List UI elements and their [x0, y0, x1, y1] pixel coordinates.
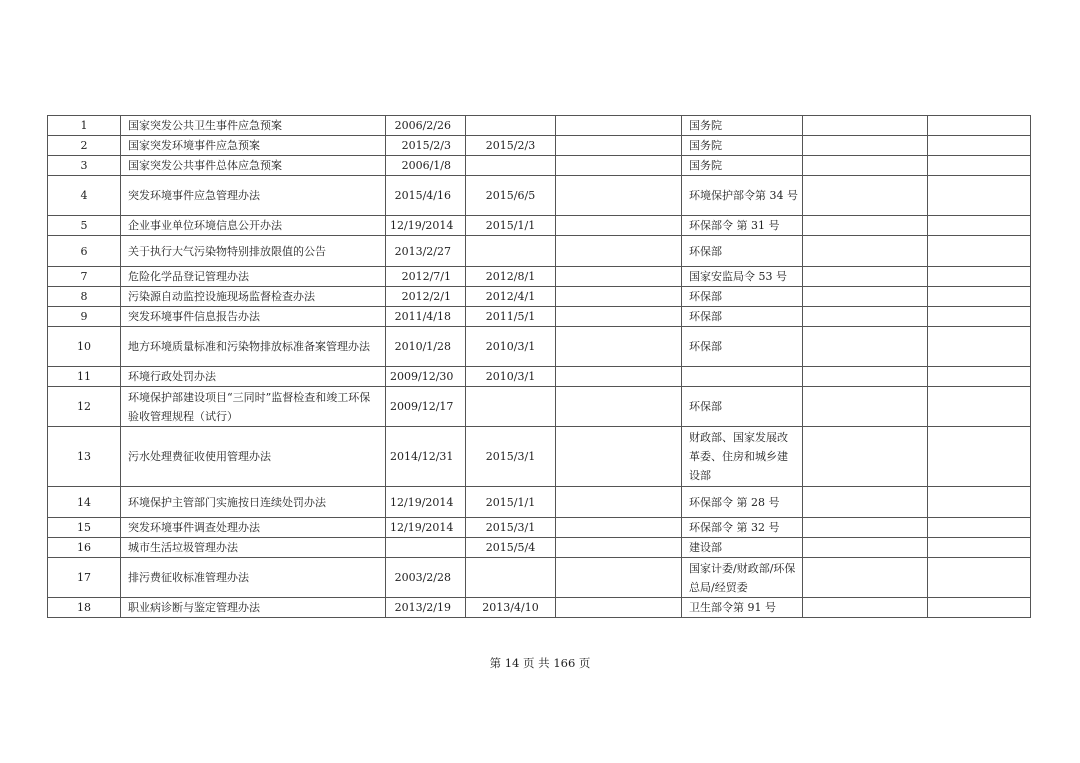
blank-cell: [928, 598, 1031, 618]
blank-cell: [803, 427, 928, 487]
blank-cell: [928, 216, 1031, 236]
issue-date: 2014/12/31: [386, 427, 466, 487]
blank-cell: [928, 327, 1031, 367]
issuing-authority: 建设部: [682, 538, 803, 558]
blank-cell: [556, 236, 682, 267]
effective-date: 2015/1/1: [466, 487, 556, 518]
blank-cell: [803, 327, 928, 367]
issuing-authority: 环保部: [682, 236, 803, 267]
issue-date: 2010/1/28: [386, 327, 466, 367]
table-row: [48, 518, 1031, 538]
table-row: [48, 287, 1031, 307]
effective-date: [466, 156, 556, 176]
table-row: [48, 487, 1031, 518]
row-number: 4: [48, 176, 121, 216]
blank-cell: [803, 267, 928, 287]
issue-date: 12/19/2014: [386, 487, 466, 518]
blank-cell: [556, 176, 682, 216]
regulation-name: 环境保护部建设项目“三同时”监督检查和竣工环保验收管理规程（试行）: [121, 387, 386, 427]
table-row: [48, 176, 1031, 216]
blank-cell: [928, 156, 1031, 176]
issue-date: [386, 538, 466, 558]
table-row: [48, 136, 1031, 156]
effective-date: 2012/8/1: [466, 267, 556, 287]
issue-date: 12/19/2014: [386, 518, 466, 538]
regulations-table: [47, 115, 1031, 618]
table-row: [48, 216, 1031, 236]
blank-cell: [803, 236, 928, 267]
issuing-authority: 环保部令 第 28 号: [682, 487, 803, 518]
table-row: [48, 598, 1031, 618]
table-row: [48, 538, 1031, 558]
issue-date: 2015/4/16: [386, 176, 466, 216]
blank-cell: [928, 367, 1031, 387]
table-row: [48, 327, 1031, 367]
blank-cell: [928, 518, 1031, 538]
blank-cell: [556, 287, 682, 307]
table-row: [48, 427, 1031, 487]
issue-date: 2013/2/19: [386, 598, 466, 618]
issuing-authority: 环保部令 第 31 号: [682, 216, 803, 236]
blank-cell: [928, 487, 1031, 518]
table-row: [48, 367, 1031, 387]
blank-cell: [803, 518, 928, 538]
effective-date: [466, 236, 556, 267]
issue-date: 2012/7/1: [386, 267, 466, 287]
row-number: 7: [48, 267, 121, 287]
row-number: 11: [48, 367, 121, 387]
table-row: [48, 267, 1031, 287]
row-number: 8: [48, 287, 121, 307]
effective-date: 2015/3/1: [466, 518, 556, 538]
issuing-authority: 卫生部令第 91 号: [682, 598, 803, 618]
issue-date: 2006/1/8: [386, 156, 466, 176]
row-number: 16: [48, 538, 121, 558]
blank-cell: [928, 287, 1031, 307]
blank-cell: [803, 598, 928, 618]
regulation-name: 职业病诊断与鉴定管理办法: [121, 598, 386, 618]
row-number: 9: [48, 307, 121, 327]
blank-cell: [556, 518, 682, 538]
blank-cell: [928, 136, 1031, 156]
regulation-name: 突发环境事件信息报告办法: [121, 307, 386, 327]
regulation-name: 突发环境事件应急管理办法: [121, 176, 386, 216]
issuing-authority: 国家计委/财政部/环保总局/经贸委: [682, 558, 803, 598]
table-row: [48, 156, 1031, 176]
regulation-name: 国家突发公共事件总体应急预案: [121, 156, 386, 176]
issuing-authority: 环境保护部令第 34 号: [682, 176, 803, 216]
blank-cell: [556, 307, 682, 327]
table-row: [48, 558, 1031, 598]
table-row: [48, 116, 1031, 136]
blank-cell: [556, 538, 682, 558]
blank-cell: [556, 216, 682, 236]
blank-cell: [556, 136, 682, 156]
blank-cell: [928, 387, 1031, 427]
row-number: 5: [48, 216, 121, 236]
regulation-name: 关于执行大气污染物特别排放限值的公告: [121, 236, 386, 267]
blank-cell: [556, 427, 682, 487]
issuing-authority: 环保部: [682, 387, 803, 427]
blank-cell: [928, 538, 1031, 558]
blank-cell: [928, 236, 1031, 267]
blank-cell: [556, 156, 682, 176]
blank-cell: [803, 307, 928, 327]
issue-date: 2015/2/3: [386, 136, 466, 156]
row-number: 17: [48, 558, 121, 598]
blank-cell: [556, 598, 682, 618]
issuing-authority: 国家安监局令 53 号: [682, 267, 803, 287]
issue-date: 2013/2/27: [386, 236, 466, 267]
row-number: 1: [48, 116, 121, 136]
effective-date: 2015/1/1: [466, 216, 556, 236]
row-number: 2: [48, 136, 121, 156]
effective-date: 2015/6/5: [466, 176, 556, 216]
issuing-authority: 国务院: [682, 156, 803, 176]
blank-cell: [803, 387, 928, 427]
effective-date: [466, 387, 556, 427]
regulation-name: 企业事业单位环境信息公开办法: [121, 216, 386, 236]
blank-cell: [928, 176, 1031, 216]
blank-cell: [928, 427, 1031, 487]
regulation-name: 环境行政处罚办法: [121, 367, 386, 387]
issue-date: 2009/12/17: [386, 387, 466, 427]
issuing-authority: 财政部、国家发展改革委、住房和城乡建设部: [682, 427, 803, 487]
blank-cell: [556, 558, 682, 598]
regulation-name: 城市生活垃圾管理办法: [121, 538, 386, 558]
blank-cell: [803, 216, 928, 236]
issue-date: 2011/4/18: [386, 307, 466, 327]
blank-cell: [928, 307, 1031, 327]
blank-cell: [556, 387, 682, 427]
effective-date: [466, 558, 556, 598]
effective-date: 2015/2/3: [466, 136, 556, 156]
issuing-authority: [682, 367, 803, 387]
effective-date: 2015/3/1: [466, 427, 556, 487]
row-number: 15: [48, 518, 121, 538]
row-number: 10: [48, 327, 121, 367]
blank-cell: [556, 267, 682, 287]
issuing-authority: 国务院: [682, 136, 803, 156]
issue-date: 2012/2/1: [386, 287, 466, 307]
row-number: 14: [48, 487, 121, 518]
regulation-name: 国家突发环境事件应急预案: [121, 136, 386, 156]
issuing-authority: 环保部: [682, 307, 803, 327]
regulation-name: 污水处理费征收使用管理办法: [121, 427, 386, 487]
regulation-name: 环境保护主管部门实施按日连续处罚办法: [121, 487, 386, 518]
table-body: [48, 116, 1031, 618]
effective-date: 2010/3/1: [466, 367, 556, 387]
effective-date: 2013/4/10: [466, 598, 556, 618]
row-number: 13: [48, 427, 121, 487]
regulation-name: 国家突发公共卫生事件应急预案: [121, 116, 386, 136]
row-number: 18: [48, 598, 121, 618]
blank-cell: [803, 176, 928, 216]
blank-cell: [556, 327, 682, 367]
blank-cell: [928, 116, 1031, 136]
blank-cell: [556, 367, 682, 387]
effective-date: 2012/4/1: [466, 287, 556, 307]
effective-date: [466, 116, 556, 136]
table-row: [48, 387, 1031, 427]
regulation-name: 危险化学品登记管理办法: [121, 267, 386, 287]
blank-cell: [928, 267, 1031, 287]
page-footer: 第 14 页 共 166 页: [489, 656, 591, 670]
regulation-name: 突发环境事件调查处理办法: [121, 518, 386, 538]
issue-date: 12/19/2014: [386, 216, 466, 236]
blank-cell: [556, 487, 682, 518]
blank-cell: [803, 116, 928, 136]
table-row: [48, 236, 1031, 267]
issue-date: 2006/2/26: [386, 116, 466, 136]
regulation-name: 地方环境质量标准和污染物排放标准备案管理办法: [121, 327, 386, 367]
issuing-authority: 国务院: [682, 116, 803, 136]
issuing-authority: 环保部: [682, 287, 803, 307]
issue-date: 2009/12/30: [386, 367, 466, 387]
table-row: [48, 307, 1031, 327]
blank-cell: [803, 156, 928, 176]
issuing-authority: 环保部: [682, 327, 803, 367]
blank-cell: [803, 558, 928, 598]
row-number: 3: [48, 156, 121, 176]
issue-date: 2003/2/28: [386, 558, 466, 598]
effective-date: 2010/3/1: [466, 327, 556, 367]
blank-cell: [928, 558, 1031, 598]
row-number: 6: [48, 236, 121, 267]
regulation-name: 排污费征收标准管理办法: [121, 558, 386, 598]
blank-cell: [556, 116, 682, 136]
regulation-name: 污染源自动监控设施现场监督检查办法: [121, 287, 386, 307]
effective-date: 2015/5/4: [466, 538, 556, 558]
blank-cell: [803, 487, 928, 518]
blank-cell: [803, 538, 928, 558]
blank-cell: [803, 136, 928, 156]
effective-date: 2011/5/1: [466, 307, 556, 327]
blank-cell: [803, 287, 928, 307]
row-number: 12: [48, 387, 121, 427]
blank-cell: [803, 367, 928, 387]
issuing-authority: 环保部令 第 32 号: [682, 518, 803, 538]
